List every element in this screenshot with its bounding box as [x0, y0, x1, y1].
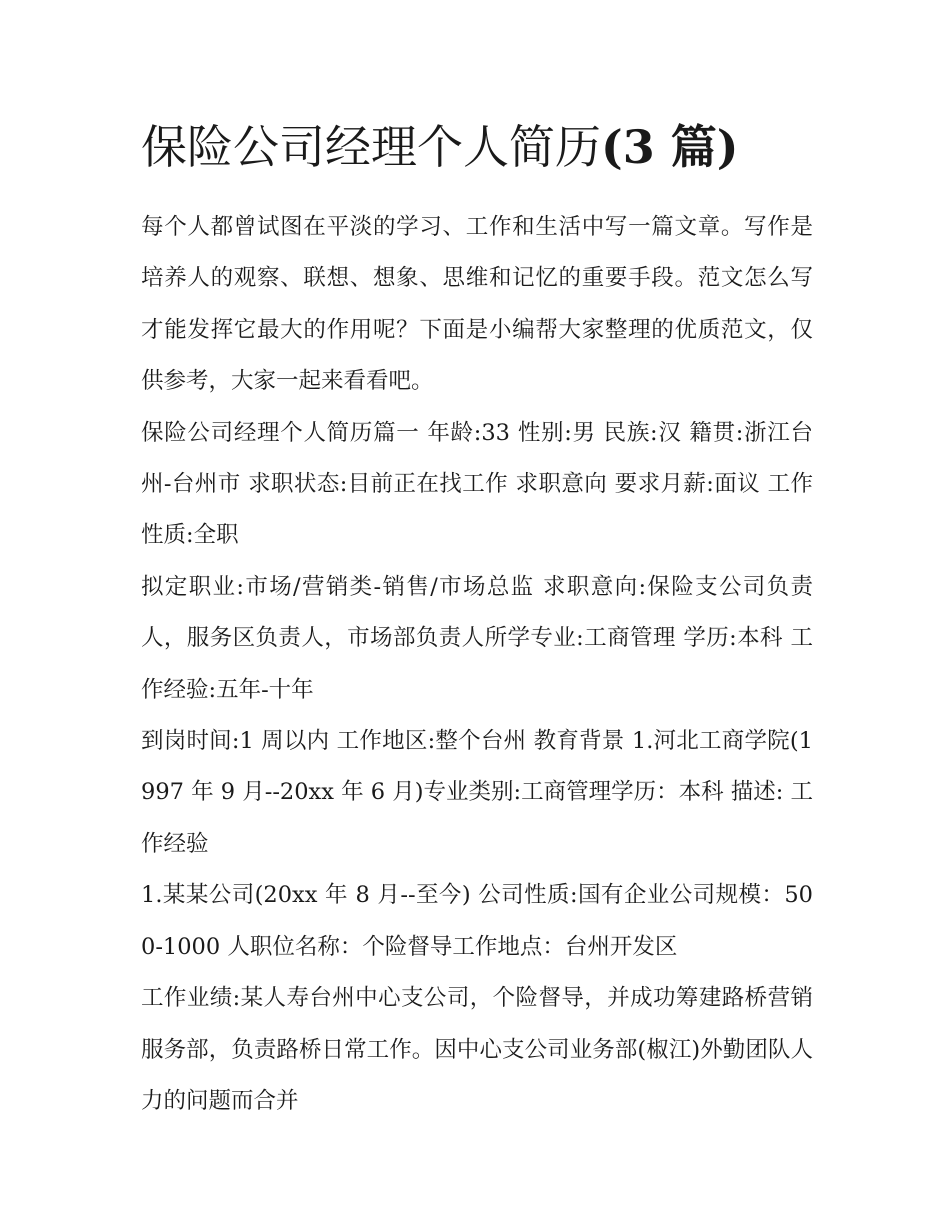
- education-paragraph: 到岗时间:1 周以内 工作地区:整个台州 教育背景 1.河北工商学院(1997 年 9 月--20xx 年 6 月)专业类别:工商管理学历：本科 描述: 工作经验: [141, 728, 813, 857]
- document-title-main: 保险公司经理个人简历: [141, 120, 601, 174]
- achievements-paragraph: 工作业绩:某人寿台州中心支公司，个险督导，并成功筹建路桥营销服务部，负责路桥日常工作。因中心支公司业务部(椒江)外勤团队人力的问题而合并: [141, 985, 813, 1114]
- profile-paragraph: 保险公司经理个人简历篇一 年龄:33 性别:男 民族:汉 籍贯:浙江台州-台州市 求职状态:目前正在找工作 求职意向 要求月薪:面议 工作性质:全职: [141, 419, 813, 549]
- work-experience-paragraph: 1.某某公司(20xx 年 8 月--至今) 公司性质:国有企业公司规模：500-1000 人职位名称：个险督导工作地点：台州开发区: [141, 882, 813, 960]
- document-page: [141, 112, 813, 1127]
- document-title: [141, 112, 813, 182]
- document-title-suffix: (3 篇): [601, 120, 739, 174]
- intro-paragraph: 每个人都曾试图在平淡的学习、工作和生活中写一篇文章。写作是培养人的观察、联想、想象、思维和记忆的重要手段。范文怎么写才能发挥它最大的作用呢？下面是小编帮大家整理的优质范文，仅供参考，大家一起来看看吧。: [141, 214, 813, 395]
- job-target-paragraph: 拟定职业:市场/营销类-销售/市场总监 求职意向:保险支公司负责人，服务区负责人，市场部负责人所学专业:工商管理 学历:本科 工作经验:五年-十年: [141, 573, 813, 703]
